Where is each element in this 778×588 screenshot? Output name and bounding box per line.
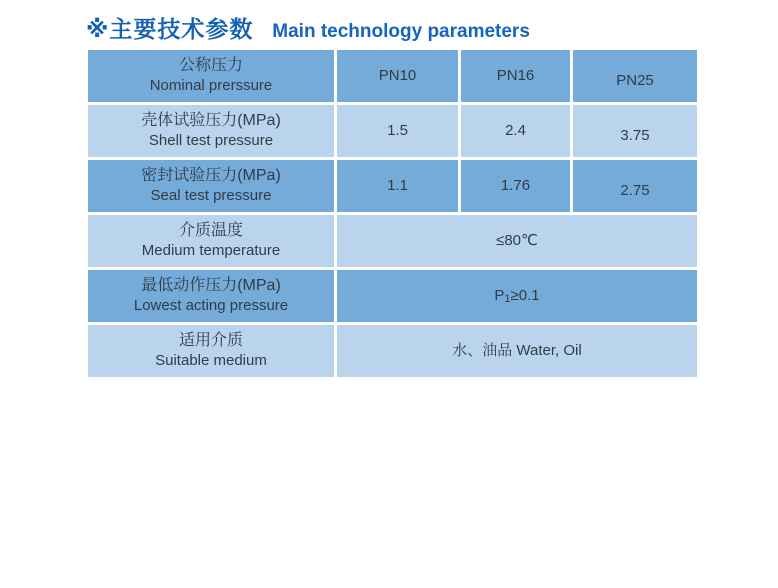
row-lowest-acting-pressure-label [88, 270, 334, 322]
label-en: Shell test pressure [148, 132, 274, 149]
cell-shell-pn25 [573, 105, 697, 157]
label-zh: 介质温度 [178, 222, 243, 239]
cell-seal-pn25 [573, 160, 697, 212]
label-zh: 最低动作压力(MPa) [141, 277, 281, 294]
label-en: Medium temperature [141, 242, 281, 259]
cell-value: 1.76 [500, 177, 531, 194]
cell-value: 1.5 [387, 122, 408, 139]
label-en: Nominal prerssure [149, 77, 273, 94]
cell-value: 1.1 [387, 177, 408, 194]
label-en: Suitable medium [155, 352, 267, 369]
pressure-subscript: 1 [504, 293, 511, 305]
label-zh: 适用介质 [178, 332, 243, 349]
label-zh: 密封试验压力(MPa) [141, 167, 281, 184]
cell-value: PN25 [616, 72, 654, 89]
cell-shell-pn10 [337, 105, 458, 157]
cell-shell-pn16 [461, 105, 570, 157]
cell-value: 2.4 [505, 122, 526, 139]
label-zh: 公称压力 [178, 57, 243, 74]
cell-value: 3.75 [620, 127, 650, 144]
row-nominal-pressure-label [88, 50, 334, 102]
label-en: Seal test pressure [150, 187, 272, 204]
page-title [86, 8, 530, 45]
row-suitable-medium-label [88, 325, 334, 377]
cell-lowest-acting-pressure-value [337, 270, 697, 322]
page-title-english: Main technology parameters [272, 21, 530, 42]
page-title-chinese: ※主要技术参数 [86, 16, 254, 42]
cell-value: PN10 [378, 67, 417, 84]
cell-value [494, 286, 539, 306]
pressure-symbol: P [494, 287, 505, 304]
cell-value: 水、油品 Water, Oil [452, 342, 582, 359]
row-shell-test-label [88, 105, 334, 157]
cell-medium-temperature-value [337, 215, 697, 267]
cell-value: 2.75 [620, 182, 650, 199]
cell-nominal-pn25 [573, 50, 697, 102]
row-medium-temperature-label [88, 215, 334, 267]
cell-nominal-pn10 [337, 50, 458, 102]
pressure-condition: ≥0.1 [510, 287, 540, 304]
parameters-table [88, 50, 697, 377]
cell-value: PN16 [496, 67, 535, 84]
cell-nominal-pn16 [461, 50, 570, 102]
label-en: Lowest acting pressure [133, 297, 289, 314]
row-seal-test-label [88, 160, 334, 212]
cell-seal-pn16 [461, 160, 570, 212]
cell-seal-pn10 [337, 160, 458, 212]
cell-suitable-medium-value [337, 325, 697, 377]
label-zh: 壳体试验压力(MPa) [141, 112, 281, 129]
cell-value: ≤80℃ [496, 232, 538, 249]
